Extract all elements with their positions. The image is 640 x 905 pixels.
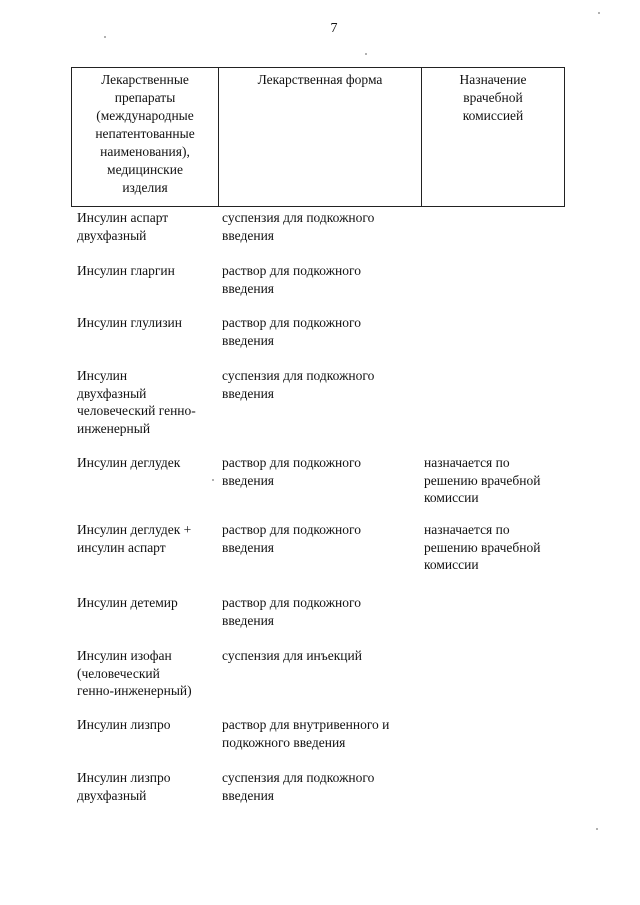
drug-name: Инсулин изофан (человеческий генно-инженерный) (77, 648, 192, 698)
drug-form: суспензия для подкожного введения (222, 770, 375, 803)
drug-name: Инсулин деглудек (77, 455, 181, 470)
scan-speck (365, 53, 367, 55)
scan-speck (212, 479, 214, 481)
scan-speck (596, 828, 598, 830)
commission-note: назначается по решению врачебной комиссии (424, 455, 541, 505)
drug-name: Инсулин глулизин (77, 315, 182, 330)
header-col-form-label: Лекарственная форма (257, 72, 383, 87)
drug-name: Инсулин лизпро (77, 717, 171, 732)
drug-form: раствор для подкожного введения (222, 315, 361, 348)
drug-form: суспензия для инъекций (222, 648, 362, 663)
drug-form: раствор для подкожного введения (222, 522, 361, 555)
drug-name: Инсулин двухфазный человеческий генно- инженерный (77, 368, 196, 436)
commission-note: назначается по решению врачебной комиссии (424, 522, 541, 572)
drug-form: раствор для подкожного введения (222, 595, 361, 628)
drug-form: раствор для подкожного введения (222, 455, 361, 488)
scan-speck (598, 12, 600, 14)
scan-speck (104, 36, 106, 38)
header-col-drugs-label: Лекарственные препараты (международные непатентованные наименования), медицинские изделия (95, 72, 195, 195)
drug-form: суспензия для подкожного введения (222, 368, 375, 401)
drug-form: раствор для внутривенного и подкожного введения (222, 717, 390, 750)
drug-name: Инсулин деглудек + инсулин аспарт (77, 522, 192, 555)
page-number: 7 (330, 21, 338, 36)
header-col-commission-label: Назначение врачебной комиссией (459, 72, 527, 123)
drug-name: Инсулин гларгин (77, 263, 175, 278)
drug-form: суспензия для подкожного введения (222, 210, 375, 243)
drug-name: Инсулин детемир (77, 595, 178, 610)
drug-name: Инсулин аспарт двухфазный (77, 210, 169, 243)
drug-form: раствор для подкожного введения (222, 263, 361, 296)
drug-name: Инсулин лизпро двухфазный (77, 770, 171, 803)
